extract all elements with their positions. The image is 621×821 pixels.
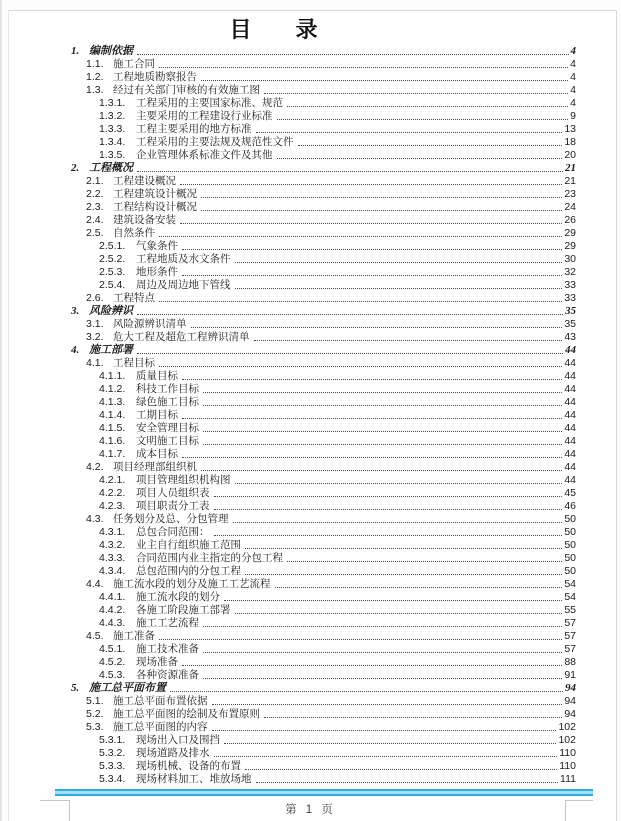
toc-entry[interactable] [9, 409, 616, 422]
toc-dotted-leader [182, 417, 562, 419]
toc-entry-number: 1.3.5. [99, 149, 126, 161]
toc-dotted-leader [224, 599, 562, 601]
toc-entry[interactable] [9, 539, 616, 552]
toc-entry-label: 现场道路及排水 [136, 747, 210, 759]
toc-dotted-leader [182, 274, 562, 276]
toc-entry-number: 1.3.4. [99, 136, 126, 148]
toc-entry-page: 54 [564, 578, 576, 590]
toc-dotted-leader [287, 560, 562, 562]
toc-entry-label: 施工准备 [113, 630, 155, 642]
toc-entry-number: 4.5.1. [99, 643, 126, 655]
toc-entry-label: 施工合同 [113, 58, 155, 70]
toc-dotted-leader [264, 92, 568, 94]
toc-dotted-leader [170, 690, 563, 692]
toc-entry[interactable] [9, 240, 616, 253]
toc-entry-page: 50 [564, 526, 576, 538]
toc-dotted-leader [203, 391, 562, 393]
toc-entry-number: 4.1.1. [99, 370, 126, 382]
toc-dotted-leader [245, 547, 562, 549]
toc-entry-page: 55 [564, 604, 576, 616]
toc-entry-label: 合同范围内业主指定的分包工程 [136, 552, 283, 564]
toc-entry-label: 工期目标 [136, 409, 178, 421]
toc-dotted-leader [159, 300, 562, 302]
toc-entry-page: 21 [564, 175, 576, 187]
window-left-edge [0, 0, 2, 821]
toc-entry-number: 5. [71, 682, 80, 694]
toc-dotted-leader [245, 573, 562, 575]
toc-dotted-leader [137, 352, 563, 354]
toc-entry-number: 4.3.1. [99, 526, 126, 538]
toc-dotted-leader [214, 495, 563, 497]
toc-entry-label: 质量目标 [136, 370, 178, 382]
toc-entry-label: 项目职责分工表 [136, 500, 210, 512]
toc-entry-number: 2.6. [86, 292, 104, 304]
toc-entry-label: 工程地质勘察报告 [113, 71, 197, 83]
toc-entry-number: 5.3.1. [99, 734, 126, 746]
toc-entry-label: 现场准备 [136, 656, 178, 668]
toc-entry[interactable] [9, 695, 616, 708]
toc-entry-label: 各种资源准备 [136, 669, 199, 681]
toc-dotted-leader [182, 378, 562, 380]
toc-entry-label: 现场材料加工、堆放场地 [136, 773, 252, 785]
toc-entry-number: 5.3.2. [99, 747, 126, 759]
toc-entry-label: 施工总平面布置 [89, 682, 166, 694]
toc-entry-page: 35 [564, 318, 576, 330]
toc-entry[interactable] [9, 370, 616, 383]
toc-dotted-leader [159, 638, 562, 640]
toc-entry-number: 1.3. [86, 84, 104, 96]
toc-entry[interactable] [9, 669, 616, 682]
toc-entry-number: 1.1. [86, 58, 104, 70]
toc-entry-label: 工程建筑设计概况 [113, 188, 197, 200]
toc-entry-page: 88 [564, 656, 576, 668]
toc-entry-page: 110 [559, 747, 576, 759]
toc-entry-page: 44 [564, 409, 576, 421]
toc-entry[interactable] [9, 734, 616, 747]
toc-entry-label: 工程建设概况 [113, 175, 176, 187]
toc-dotted-leader [137, 313, 563, 315]
toc-entry-page: 44 [564, 474, 576, 486]
toc-entry[interactable] [9, 71, 616, 84]
toc-entry-label: 业主自行组织施工范围 [136, 539, 241, 551]
toc-entry-page: 35 [565, 305, 576, 317]
toc-entry[interactable] [9, 188, 616, 201]
toc-entry-number: 2.5.3. [99, 266, 126, 278]
toc-entry-page: 26 [564, 214, 576, 226]
toc-entry-number: 4.2.2. [99, 487, 126, 499]
toc-entry-label: 成本目标 [136, 448, 178, 460]
toc-dotted-leader [235, 287, 563, 289]
toc-entry-label: 工程主要采用的地方标准 [136, 123, 252, 135]
toc-entry-label: 自然条件 [113, 227, 155, 239]
toc-dotted-leader [214, 534, 563, 536]
toc-entry[interactable] [9, 292, 616, 305]
toc-entry-label: 工程结构设计概况 [113, 201, 197, 213]
toc-entry-number: 1.3.3. [99, 123, 126, 135]
toc-entry-label: 科技工作目标 [136, 383, 199, 395]
toc-dotted-leader [159, 235, 562, 237]
toc-entry-number: 4.1.5. [99, 422, 126, 434]
toc-entry-page: 102 [558, 721, 576, 733]
toc-entry[interactable] [9, 97, 616, 110]
toc-entry-page: 50 [564, 552, 576, 564]
toc-entry-page: 9 [570, 110, 576, 122]
toc-entry[interactable] [9, 630, 616, 643]
toc-entry[interactable] [9, 45, 616, 58]
toc-dotted-leader [201, 79, 568, 81]
toc-dotted-leader [233, 521, 563, 523]
toc-entry-page: 50 [564, 513, 576, 525]
toc-entry-number: 2. [71, 162, 80, 174]
toc-entry[interactable] [9, 500, 616, 513]
toc-dotted-leader [275, 586, 563, 588]
toc-entry-page: 91 [564, 669, 576, 681]
toc-dotted-leader [245, 768, 557, 770]
toc-dotted-leader [180, 222, 562, 224]
toc-dotted-leader [277, 157, 563, 159]
toc-dotted-leader [182, 456, 562, 458]
document-page [8, 10, 617, 821]
toc-entry-label: 项目经理部组织机 [113, 461, 197, 473]
toc-entry-page: 44 [564, 396, 576, 408]
toc-entry-number: 2.5. [86, 227, 104, 239]
toc-entry[interactable] [9, 487, 616, 500]
toc-dotted-leader [203, 430, 562, 432]
toc-entry[interactable] [9, 136, 616, 149]
toc-entry-page: 44 [565, 344, 576, 356]
toc-dotted-leader [235, 482, 563, 484]
toc-entry-number: 2.5.4. [99, 279, 126, 291]
toc-entry-label: 文明施工目标 [136, 435, 199, 447]
toc-dotted-leader [264, 716, 562, 718]
toc-entry-label: 地形条件 [136, 266, 178, 278]
toc-entry[interactable] [9, 383, 616, 396]
toc-dotted-leader [191, 326, 563, 328]
toc-entry-label: 气象条件 [136, 240, 178, 252]
toc-entry-page: 4 [570, 84, 576, 96]
toc-entry-number: 3. [71, 305, 80, 317]
toc-entry-page: 23 [564, 188, 576, 200]
toc-entry-page: 57 [564, 643, 576, 655]
toc-entry-number: 4.5.2. [99, 656, 126, 668]
toc-entry-page: 54 [564, 591, 576, 603]
toc-entry-page: 43 [564, 331, 576, 343]
toc-entry-number: 2.4. [86, 214, 104, 226]
toc-entry[interactable] [9, 253, 616, 266]
toc-entry[interactable] [9, 526, 616, 539]
toc-entry-page: 18 [564, 136, 576, 148]
toc-entry-label: 各施工阶段施工部署 [136, 604, 231, 616]
toc-entry-label: 工程目标 [113, 357, 155, 369]
toc-entry-number: 4.3. [86, 513, 104, 525]
toc-entry-label: 施工流水段的划分及施工工艺流程 [113, 578, 271, 590]
toc-entry-number: 3.2. [86, 331, 104, 343]
toc-entry-number: 1. [71, 45, 80, 57]
toc-entry-number: 4.4.2. [99, 604, 126, 616]
toc-entry-page: 44 [564, 357, 576, 369]
toc-entry-page: 94 [564, 695, 576, 707]
toc-entry-page: 4 [570, 45, 576, 57]
toc-dotted-leader [214, 508, 563, 510]
toc-entry-label: 现场机械、设备的布置 [136, 760, 241, 772]
toc-entry-number: 4.4.3. [99, 617, 126, 629]
toc-entry-label: 工程地质及水文条件 [136, 253, 231, 265]
toc-entry-page: 30 [564, 253, 576, 265]
toc-entry-number: 4.4. [86, 578, 104, 590]
toc-dotted-leader [256, 781, 559, 783]
toc-entry-label: 企业管理体系标准文件及其他 [136, 149, 273, 161]
toc-entry[interactable] [9, 331, 616, 344]
toc-entry-page: 57 [564, 630, 576, 642]
toc-entry-page: 45 [564, 487, 576, 499]
toc-entry-label: 工程采用的主要国家标准、规范 [136, 97, 283, 109]
toc-dotted-leader [201, 469, 562, 471]
toc-entry-label: 建筑设备安装 [113, 214, 176, 226]
toc-entry[interactable] [9, 760, 616, 773]
toc-entry[interactable] [9, 175, 616, 188]
toc-entry-page: 13 [564, 123, 576, 135]
toc-dotted-leader [203, 625, 562, 627]
toc-entry-label: 风险源辨识清单 [113, 318, 187, 330]
toc-entry[interactable] [9, 149, 616, 162]
toc-entry-page: 44 [564, 422, 576, 434]
toc-entry-number: 4.2.1. [99, 474, 126, 486]
toc-entry[interactable] [9, 656, 616, 669]
toc-entry-number: 4. [71, 344, 80, 356]
toc-entry[interactable] [9, 773, 616, 786]
toc-entry-label: 现场出入口及围挡 [136, 734, 220, 746]
toc-entry[interactable] [9, 565, 616, 578]
toc-entry-page: 4 [570, 71, 576, 83]
toc-entry[interactable] [9, 435, 616, 448]
toc-entry-page: 50 [564, 539, 576, 551]
toc-entry-label: 总包合同范围： [136, 526, 210, 538]
toc-entry[interactable] [9, 201, 616, 214]
toc-entry-page: 57 [564, 617, 576, 629]
toc-dotted-leader [159, 365, 562, 367]
toc-dotted-leader [287, 105, 568, 107]
toc-entry-page: 24 [564, 201, 576, 213]
toc-dotted-leader [182, 248, 562, 250]
toc-entry-label: 绿色施工目标 [136, 396, 199, 408]
page-number-footer: 第 1 页 [285, 804, 336, 816]
toc-entry-label: 总包范围内的分包工程 [136, 565, 241, 577]
toc-entry-number: 4.1. [86, 357, 104, 369]
toc-entry-label: 周边及周边地下管线 [136, 279, 231, 291]
toc-entry-number: 4.3.3. [99, 552, 126, 564]
toc-dotted-leader [256, 131, 563, 133]
toc-dotted-leader [212, 703, 563, 705]
toc-entry-number: 5.3.3. [99, 760, 126, 772]
toc-entry[interactable] [9, 396, 616, 409]
toc-dotted-leader [180, 183, 562, 185]
toc-entry[interactable] [9, 552, 616, 565]
toc-entry-number: 4.1.7. [99, 448, 126, 460]
toc-entry[interactable] [9, 461, 616, 474]
toc-entry[interactable] [9, 747, 616, 760]
toc-entry[interactable] [9, 422, 616, 435]
toc-entry[interactable] [9, 110, 616, 123]
toc-entry-page: 44 [564, 383, 576, 395]
toc-entry-number: 4.2.3. [99, 500, 126, 512]
toc-entry-number: 4.1.3. [99, 396, 126, 408]
toc-entry-page: 4 [570, 58, 576, 70]
toc-entry-page: 50 [564, 565, 576, 577]
toc-entry-label: 施工总平面图的绘制及布置原则 [113, 708, 260, 720]
toc-dotted-leader [203, 677, 562, 679]
toc-entry-number: 1.3.1. [99, 97, 126, 109]
toc-entry-label: 危大工程及超危工程辨识清单 [113, 331, 250, 343]
toc-dotted-leader [224, 742, 556, 744]
toc-entry-number: 5.3. [86, 721, 104, 733]
toc-list [9, 45, 616, 786]
toc-dotted-leader [235, 612, 563, 614]
toc-entry-number: 4.1.6. [99, 435, 126, 447]
toc-entry[interactable] [9, 721, 616, 734]
toc-entry-number: 4.1.4. [99, 409, 126, 421]
toc-entry-number: 2.1. [86, 175, 104, 187]
toc-entry-label: 项目人员组织表 [136, 487, 210, 499]
toc-entry-page: 21 [565, 162, 576, 174]
toc-entry-page: 94 [564, 708, 576, 720]
toc-entry-label: 任务划分及总、分包管理 [113, 513, 229, 525]
toc-entry-number: 4.5.3. [99, 669, 126, 681]
toc-title: 目 录 [229, 16, 318, 42]
footer-accent-rule [55, 789, 593, 796]
toc-entry-label: 工程概况 [89, 162, 133, 174]
toc-entry-label: 经过有关部门审核的有效施工图 [113, 84, 260, 96]
toc-dotted-leader [137, 170, 563, 172]
toc-dotted-leader [137, 53, 569, 55]
toc-entry-page: 110 [559, 760, 576, 772]
toc-entry-page: 29 [564, 227, 576, 239]
toc-entry-number: 2.2. [86, 188, 104, 200]
toc-dotted-leader [235, 261, 563, 263]
toc-entry[interactable] [9, 357, 616, 370]
toc-entry-number: 1.2. [86, 71, 104, 83]
toc-entry[interactable] [9, 617, 616, 630]
toc-entry-page: 111 [560, 773, 576, 785]
toc-entry-number: 3.1. [86, 318, 104, 330]
toc-entry[interactable] [9, 58, 616, 71]
toc-entry-label: 安全管理目标 [136, 422, 199, 434]
toc-dotted-leader [182, 664, 562, 666]
toc-entry-number: 4.2. [86, 461, 104, 473]
toc-dotted-leader [203, 443, 562, 445]
toc-entry-label: 工程特点 [113, 292, 155, 304]
toc-entry[interactable] [9, 227, 616, 240]
toc-entry[interactable] [9, 578, 616, 591]
toc-entry-label: 编制依据 [89, 45, 133, 57]
toc-dotted-leader [212, 729, 557, 731]
toc-entry-label: 主要采用的工程建设行业标准 [136, 110, 273, 122]
toc-entry-number: 5.3.4. [99, 773, 126, 785]
toc-entry[interactable] [9, 318, 616, 331]
toc-entry[interactable] [9, 448, 616, 461]
toc-entry[interactable] [9, 643, 616, 656]
toc-entry-number: 1.3.2. [99, 110, 126, 122]
toc-entry-number: 2.5.1. [99, 240, 126, 252]
toc-dotted-leader [254, 339, 563, 341]
toc-entry-page: 4 [570, 97, 576, 109]
toc-entry-number: 4.3.4. [99, 565, 126, 577]
toc-entry-label: 施工部署 [89, 344, 133, 356]
toc-entry-page: 46 [564, 500, 576, 512]
toc-entry[interactable] [9, 344, 616, 357]
toc-dotted-leader [203, 404, 562, 406]
toc-dotted-leader [214, 755, 558, 757]
toc-entry[interactable] [9, 604, 616, 617]
toc-entry-page: 33 [564, 279, 576, 291]
toc-entry-number: 4.5. [86, 630, 104, 642]
toc-entry-label: 风险辨识 [89, 305, 133, 317]
toc-entry[interactable] [9, 84, 616, 97]
toc-entry-page: 20 [564, 149, 576, 161]
toc-entry-number: 2.3. [86, 201, 104, 213]
toc-entry-label: 项目管理组织机构图 [136, 474, 231, 486]
toc-dotted-leader [203, 651, 562, 653]
toc-entry[interactable] [9, 474, 616, 487]
toc-entry-number: 4.1.2. [99, 383, 126, 395]
toc-entry-page: 102 [558, 734, 576, 746]
toc-entry-number: 4.4.1. [99, 591, 126, 603]
toc-entry-number: 4.3.2. [99, 539, 126, 551]
toc-dotted-leader [298, 144, 563, 146]
toc-entry-page: 29 [564, 240, 576, 252]
toc-entry[interactable] [9, 513, 616, 526]
toc-entry-label: 施工工艺流程 [136, 617, 199, 629]
toc-entry-page: 44 [564, 435, 576, 447]
toc-entry-number: 2.5.2. [99, 253, 126, 265]
toc-dotted-leader [277, 118, 569, 120]
toc-entry-page: 33 [564, 292, 576, 304]
toc-entry[interactable] [9, 305, 616, 318]
toc-dotted-leader [201, 196, 562, 198]
toc-entry[interactable] [9, 708, 616, 721]
toc-entry-number: 5.1. [86, 695, 104, 707]
toc-entry[interactable] [9, 162, 616, 175]
toc-entry-label: 施工总平面图的内容 [113, 721, 208, 733]
toc-dotted-leader [201, 209, 562, 211]
toc-entry[interactable] [9, 279, 616, 292]
toc-entry-page: 44 [564, 370, 576, 382]
toc-entry-label: 施工总平面布置依据 [113, 695, 208, 707]
toc-entry[interactable] [9, 682, 616, 695]
toc-entry-label: 施工流水段的划分 [136, 591, 220, 603]
toc-entry-page: 44 [564, 461, 576, 473]
toc-entry-number: 5.2. [86, 708, 104, 720]
toc-entry-label: 施工技术准备 [136, 643, 199, 655]
toc-entry-label: 工程采用的主要法规及规范性文件 [136, 136, 294, 148]
toc-entry[interactable] [9, 591, 616, 604]
toc-entry-page: 44 [564, 448, 576, 460]
toc-entry[interactable] [9, 266, 616, 279]
toc-entry[interactable] [9, 123, 616, 136]
toc-entry-page: 94 [565, 682, 576, 694]
toc-dotted-leader [159, 66, 568, 68]
toc-entry[interactable] [9, 214, 616, 227]
toc-entry-page: 32 [564, 266, 576, 278]
